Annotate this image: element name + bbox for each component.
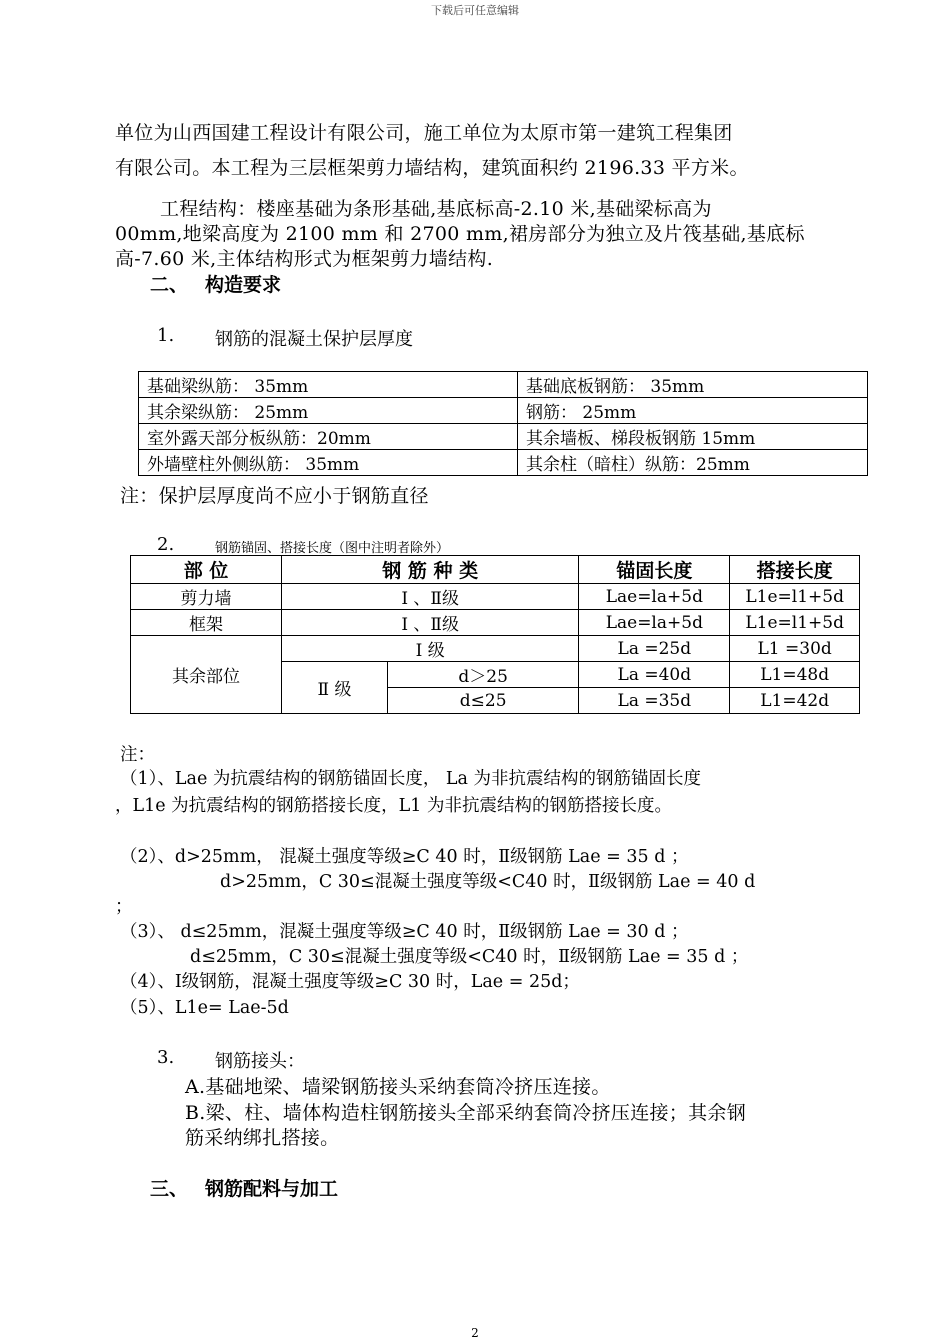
table-cell: 基础底板钢筋： 35mm: [518, 372, 868, 398]
subsection-3-number: 3.: [157, 1047, 175, 1068]
table-cell: La =40d: [579, 662, 730, 688]
notes-title: 注：: [120, 745, 155, 765]
intro-line-2: 有限公司。本工程为三层框架剪力墙结构，建筑面积约 2196.33 平方米。: [115, 157, 749, 179]
table-cell: L1=48d: [730, 662, 860, 688]
note-1b: ，L1e 为抗震结构的钢筋搭接长度，L1 为非抗震结构的钢筋搭接长度。: [115, 796, 672, 816]
subsection-3-title: 钢筋接头：: [215, 1051, 305, 1072]
header-grade: 钢 筋 种 类: [282, 556, 579, 584]
note-2a: （2）、d>25mm， 混凝土强度等级≥C 40 时，Ⅱ级钢筋 Lae = 35 d ；: [120, 847, 689, 867]
table-cell: La =35d: [579, 688, 730, 714]
intro-line-4: 00mm,地梁高度为 2100 mm 和 2700 mm,裙房部分为独立及片筏基础,基底标: [115, 223, 805, 245]
subsection-1-number: 1.: [157, 325, 175, 346]
joint-item-b-line-1: B.梁、柱、墙体构造柱钢筋接头全部采纳套筒冷挤压连接；其余钢: [185, 1102, 747, 1124]
table-cell: Lae=la+5d: [579, 584, 730, 610]
table-cell: d≤25: [388, 688, 579, 714]
subsection-2-title: 钢筋锚固、搭接长度（图中注明者除外）: [215, 541, 450, 556]
cover-note: 注：保护层厚度尚不应小于钢筋直径: [120, 485, 429, 507]
table-cell: L1e=l1+5d: [730, 584, 860, 610]
note-2c: ；: [115, 897, 133, 917]
table-cell: Ⅰ 、Ⅱ级: [282, 610, 579, 636]
table-cell: 其余部位: [131, 636, 282, 714]
table-cell: L1=42d: [730, 688, 860, 714]
cover-thickness-table: [138, 371, 868, 476]
section-3-title: 钢筋配料与加工: [205, 1178, 339, 1200]
joint-item-a: A.基础地梁、墙梁钢筋接头采纳套筒冷挤压连接。: [185, 1076, 611, 1098]
table-row: [139, 424, 868, 450]
note-5: （5）、L1e= Lae-5d: [120, 998, 289, 1018]
header-anchor-length: 锚固长度: [579, 556, 730, 584]
table-cell: 钢筋： 25mm: [518, 398, 868, 424]
table-row: [131, 636, 860, 662]
table-row: [139, 398, 868, 424]
table-header-row: [131, 556, 860, 584]
table-row: [139, 450, 868, 476]
table-cell: 框架: [131, 610, 282, 636]
table-cell: 剪力墙: [131, 584, 282, 610]
table-cell: Ⅰ 、Ⅱ级: [282, 584, 579, 610]
table-cell: L1 =30d: [730, 636, 860, 662]
section-2-title: 构造要求: [205, 274, 282, 296]
subsection-1-title: 钢筋的混凝土保护层厚度: [215, 329, 413, 350]
table-cell: Ⅱ 级: [282, 662, 388, 714]
page-number: 2: [471, 1326, 479, 1340]
table-cell: 外墙壁柱外侧纵筋： 35mm: [139, 450, 518, 476]
intro-line-1: 单位为山西国建工程设计有限公司，施工单位为太原市第一建筑工程集团: [115, 122, 733, 144]
table-cell: La =25d: [579, 636, 730, 662]
table-row: [131, 584, 860, 610]
section-2-number: 二、: [150, 274, 189, 296]
note-4: （4）、Ⅰ级钢筋，混凝土强度等级≥C 30 时，Lae = 25d；: [120, 972, 580, 992]
note-1a: （1）、Lae 为抗震结构的钢筋锚固长度， La 为非抗震结构的钢筋锚固长度: [120, 769, 702, 789]
table-row: [131, 610, 860, 636]
note-2b: d>25mm，C 30≤混凝土强度等级<C40 时，Ⅱ级钢筋 Lae = 40 d: [220, 872, 756, 892]
intro-line-3: 工程结构：楼座基础为条形基础,基底标高-2.10 米,基础梁标高为: [160, 198, 712, 220]
table-cell: d＞25: [388, 662, 579, 688]
table-cell: 其余墙板、梯段板钢筋 15mm: [518, 424, 868, 450]
anchorage-table: [130, 555, 860, 714]
page-header: 下载后可任意编辑: [431, 4, 519, 17]
table-cell: Lae=la+5d: [579, 610, 730, 636]
header-part: 部 位: [131, 556, 282, 584]
section-3-number: 三、: [150, 1178, 189, 1200]
table-cell: 其余梁纵筋： 25mm: [139, 398, 518, 424]
table-cell: 其余柱（暗柱）纵筋：25mm: [518, 450, 868, 476]
joint-item-b-line-2: 筋采纳绑扎搭接。: [185, 1127, 340, 1149]
table-cell: L1e=l1+5d: [730, 610, 860, 636]
table-cell: Ⅰ 级: [282, 636, 579, 662]
table-cell: 室外露天部分板纵筋：20mm: [139, 424, 518, 450]
subsection-2-number: 2.: [157, 534, 175, 555]
note-3a: （3）、 d≤25mm，混凝土强度等级≥C 40 时，Ⅱ级钢筋 Lae = 30 d ；: [120, 922, 689, 942]
intro-line-5: 高-7.60 米,主体结构形式为框架剪力墙结构.: [115, 248, 494, 270]
table-row: [139, 372, 868, 398]
table-cell: 基础梁纵筋： 35mm: [139, 372, 518, 398]
note-3b: d≤25mm，C 30≤混凝土强度等级<C40 时，Ⅱ级钢筋 Lae = 35 d ；: [190, 947, 749, 967]
header-lap-length: 搭接长度: [730, 556, 860, 584]
